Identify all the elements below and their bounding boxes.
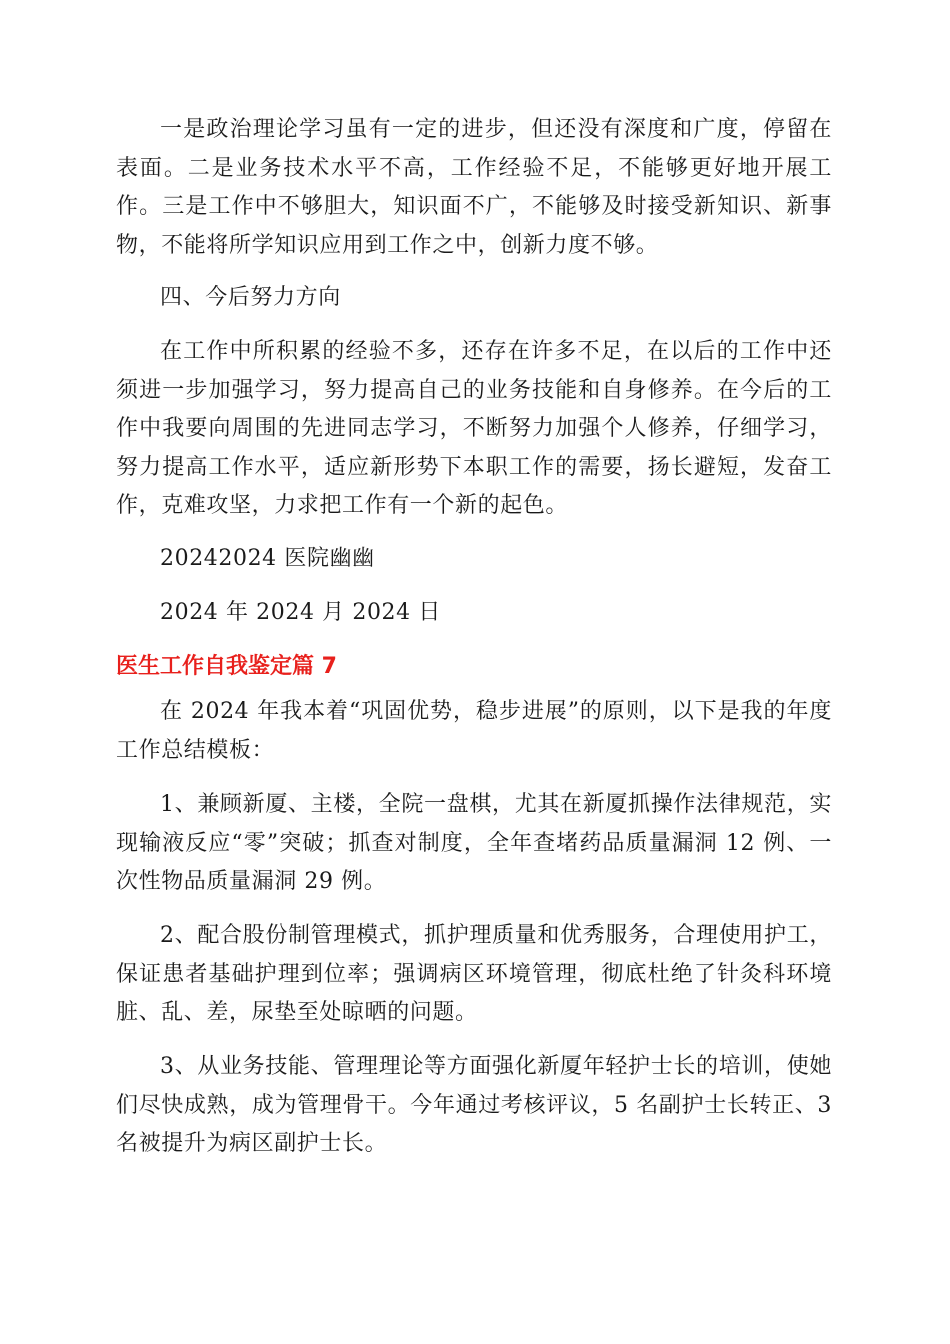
paragraph-shortcomings: 一是政治理论学习虽有一定的进步，但还没有深度和广度，停留在表面。二是业务技术水平不高，工作经验不足，不能够更好地开展工作。三是工作中不够胆大，知识面不广，不能够及时接受新知识、新事物，不能将所学知识应用到工作之中，创新力度不够。 [116, 117, 832, 258]
list-item-1: 1、兼顾新厦、主楼，全院一盘棋，尤其在新厦抓操作法律规范，实现输液反应“零”突破；抓查对制度，全年查堵药品质量漏洞 12 例、一次性物品质量漏洞 29 例。 [116, 792, 832, 894]
signature-line: 20242024 医院幽幽 [160, 546, 375, 571]
section-heading-7: 医生工作自我鉴定篇 7 [116, 654, 337, 679]
list-item-2: 2、配合股份制管理模式，抓护理质量和优秀服务，合理使用护工，保证患者基础护理到位率；强调病区环境管理，彻底杜绝了针灸科环境脏、乱、差，尿垫至处晾晒的问题。 [116, 923, 832, 1025]
section-title-future-direction: 四、今后努力方向 [160, 285, 341, 310]
date-line: 2024 年 2024 月 2024 日 [160, 600, 441, 625]
paragraph-intro: 在 2024 年我本着“巩固优势，稳步进展”的原则，以下是我的年度工作总结模板： [116, 699, 832, 763]
paragraph-future-plan: 在工作中所积累的经验不多，还存在许多不足，在以后的工作中还须进一步加强学习，努力提高自己的业务技能和自身修养。在今后的工作中我要向周围的先进同志学习，不断努力加强个人修养，仔细学习，努力提高工作水平，适应新形势下本职工作的需要，扬长避短，发奋工作，克难攻坚，力求把工作有一个新的起色。 [116, 339, 832, 518]
list-item-3: 3、从业务技能、管理理论等方面强化新厦年轻护士长的培训，使她们尽快成熟，成为管理骨干。今年通过考核评议，5 名副护士长转正、3 名被提升为病区副护士长。 [116, 1054, 832, 1156]
